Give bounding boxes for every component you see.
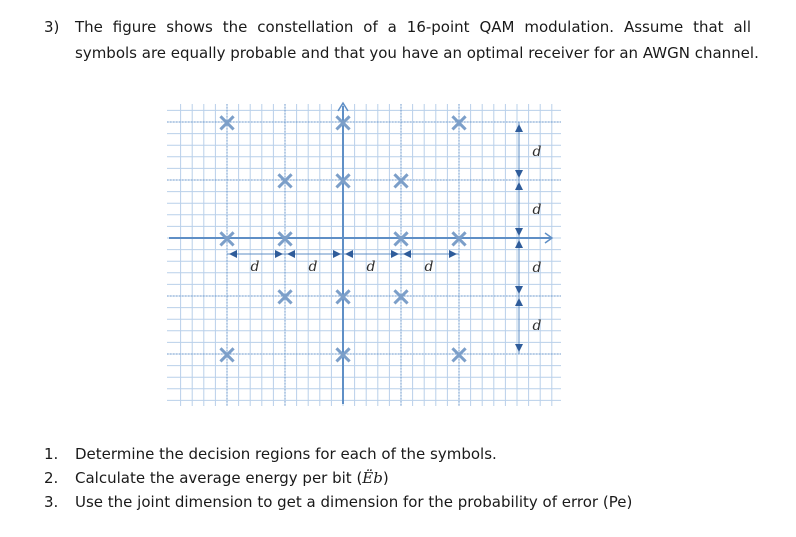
question-text-line-2: symbols are equally probable and that you have an optimal receiver for an AWGN channel. xyxy=(75,44,759,62)
task-3 xyxy=(44,493,632,511)
task-1-number: 1. xyxy=(44,445,59,463)
task-2 xyxy=(44,469,389,487)
constellation-point: × xyxy=(332,340,354,370)
qam-constellation-figure xyxy=(165,100,565,410)
dim-arrow-down xyxy=(515,344,523,352)
dim-arrow-up xyxy=(515,182,523,190)
task-2-text: Calculate the average energy per bit ( xyxy=(75,469,363,487)
constellation-point: × xyxy=(448,108,470,138)
distance-label-vertical: d xyxy=(532,202,542,218)
constellation-point: × xyxy=(332,108,354,138)
constellation-point: × xyxy=(274,224,296,254)
constellation-point: × xyxy=(216,224,238,254)
task-2-number: 2. xyxy=(44,469,59,487)
task-2-text-end: ) xyxy=(382,469,389,487)
constellation-point: × xyxy=(274,166,296,196)
constellation-point: × xyxy=(390,282,412,312)
task-3-text: Use the joint dimension to get a dimension for the probability of error (Pe) xyxy=(75,493,633,511)
distance-label-vertical: d xyxy=(532,260,542,276)
constellation-point: × xyxy=(448,340,470,370)
constellation-point: × xyxy=(216,340,238,370)
distance-label-horizontal: d xyxy=(308,259,318,275)
dim-arrow-up xyxy=(515,298,523,306)
constellation-point: × xyxy=(390,224,412,254)
task-1-text: Determine the decision regions for each of the symbols. xyxy=(75,445,497,463)
dim-arrow-down xyxy=(515,228,523,236)
constellation-point: × xyxy=(216,108,238,138)
question-number: 3) xyxy=(44,18,60,36)
question-text-line-1: The figure shows the constellation of a 16-point QAM modulation. Assume that all xyxy=(75,18,751,36)
dim-arrow-up xyxy=(515,124,523,132)
distance-label-horizontal: d xyxy=(424,259,434,275)
dim-arrow-down xyxy=(515,170,523,178)
dim-arrow-left xyxy=(345,250,353,258)
task-1 xyxy=(44,445,497,463)
dim-arrow-up xyxy=(515,240,523,248)
dim-arrow-down xyxy=(515,286,523,294)
task-3-number: 3. xyxy=(44,493,59,511)
constellation-point: × xyxy=(332,282,354,312)
constellation-point: × xyxy=(390,166,412,196)
constellation-point: × xyxy=(448,224,470,254)
energy-per-bit-symbol: Ëb xyxy=(362,469,383,487)
distance-label-vertical: d xyxy=(532,318,542,334)
dim-arrow-right xyxy=(333,250,341,258)
constellation-point: × xyxy=(274,282,296,312)
distance-label-horizontal: d xyxy=(250,259,260,275)
distance-label-vertical: d xyxy=(532,144,542,160)
constellation-point: × xyxy=(332,166,354,196)
distance-label-horizontal: d xyxy=(366,259,376,275)
